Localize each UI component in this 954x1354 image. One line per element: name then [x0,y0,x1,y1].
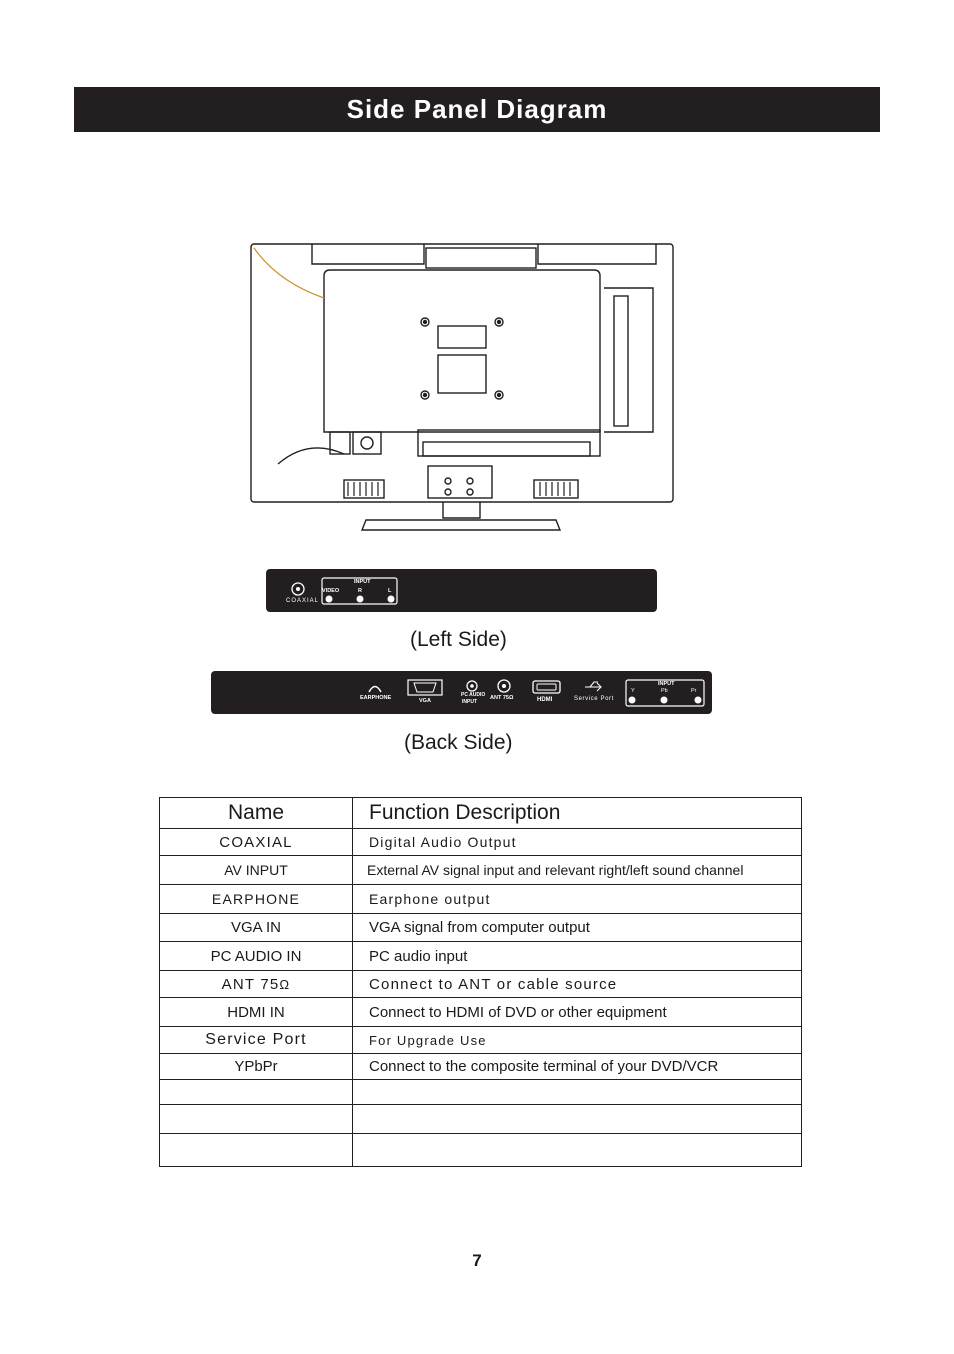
row-desc-empty [353,1134,802,1167]
av-input-label: INPUT [354,579,371,585]
tv-rear-illustration [248,242,678,534]
row-desc: Connect to ANT or cable source [353,971,802,998]
omega-symbol: Ω [279,976,291,992]
row-desc: External AV signal input and relevant right/left sound channel [353,856,802,885]
row-name: EARPHONE [160,885,353,914]
table-row [160,1027,802,1054]
table-row [160,914,802,942]
earphone-port-label: EARPHONE [360,695,392,701]
y-port-label: Y [631,688,635,694]
pc-audio-port-label-1: PC AUDIO [461,692,486,698]
back-side-panel [211,671,712,714]
ypbpr-input-label: INPUT [658,681,675,687]
row-name: AV INPUT [160,856,353,885]
row-desc: PC audio input [353,942,802,971]
row-desc: Earphone output [353,885,802,914]
row-name-empty [160,1105,353,1134]
coaxial-port-label: COAXIAL [286,598,320,604]
l-port-label: L [388,588,392,594]
name-column-header: Name [160,798,353,829]
row-desc: Connect to the composite terminal of your DVD/VCR [353,1054,802,1080]
table-row [160,942,802,971]
page-title: Side Panel Diagram [346,94,608,124]
ant-port-label: ANT 75Ω [490,695,514,701]
table-row [160,856,802,885]
row-name [160,971,353,998]
row-desc: VGA signal from computer output [353,914,802,942]
row-desc: Connect to HDMI of DVD or other equipment [353,998,802,1027]
row-name: PC AUDIO IN [160,942,353,971]
row-desc-empty [353,1080,802,1105]
row-name: YPbPr [160,1054,353,1080]
earphone-icon [369,687,381,693]
pc-audio-port-label-2: INPUT [462,699,477,705]
row-name: HDMI IN [160,998,353,1027]
row-name-empty [160,1080,353,1105]
left-side-caption: (Left Side) [410,628,507,651]
table-row [160,998,802,1027]
usb-icon [585,682,601,691]
page-number: 7 [472,1251,482,1270]
r-port-label: R [358,588,362,594]
table-header-row [160,798,802,829]
page-title-bar [74,87,880,132]
service-port-label: Service Port [574,696,614,702]
row-name-empty [160,1134,353,1167]
table-row [160,1054,802,1080]
row-desc-empty [353,1105,802,1134]
row-desc: Digital Audio Output [353,829,802,856]
row-desc: For Upgrade Use [353,1027,802,1054]
function-column-header: Function Description [353,798,802,829]
back-side-caption: (Back Side) [404,731,513,754]
ant-name-text: ANT 75 [221,975,280,993]
vga-port-label: VGA [419,698,431,704]
hdmi-port-label: HDMI [537,697,553,703]
pb-port-label: Pb [661,688,668,694]
pr-port-label: Pr [691,688,697,694]
table-row [160,971,802,998]
table-row [160,1105,802,1134]
video-port-label: VIDEO [322,588,340,594]
table-row [160,1080,802,1105]
row-name: COAXIAL [160,829,353,856]
row-name: VGA IN [160,914,353,942]
port-function-table [159,797,802,1167]
table-row [160,1134,802,1167]
left-side-panel [266,569,657,612]
row-name: Service Port [160,1027,353,1054]
table-row [160,885,802,914]
table-row [160,829,802,856]
